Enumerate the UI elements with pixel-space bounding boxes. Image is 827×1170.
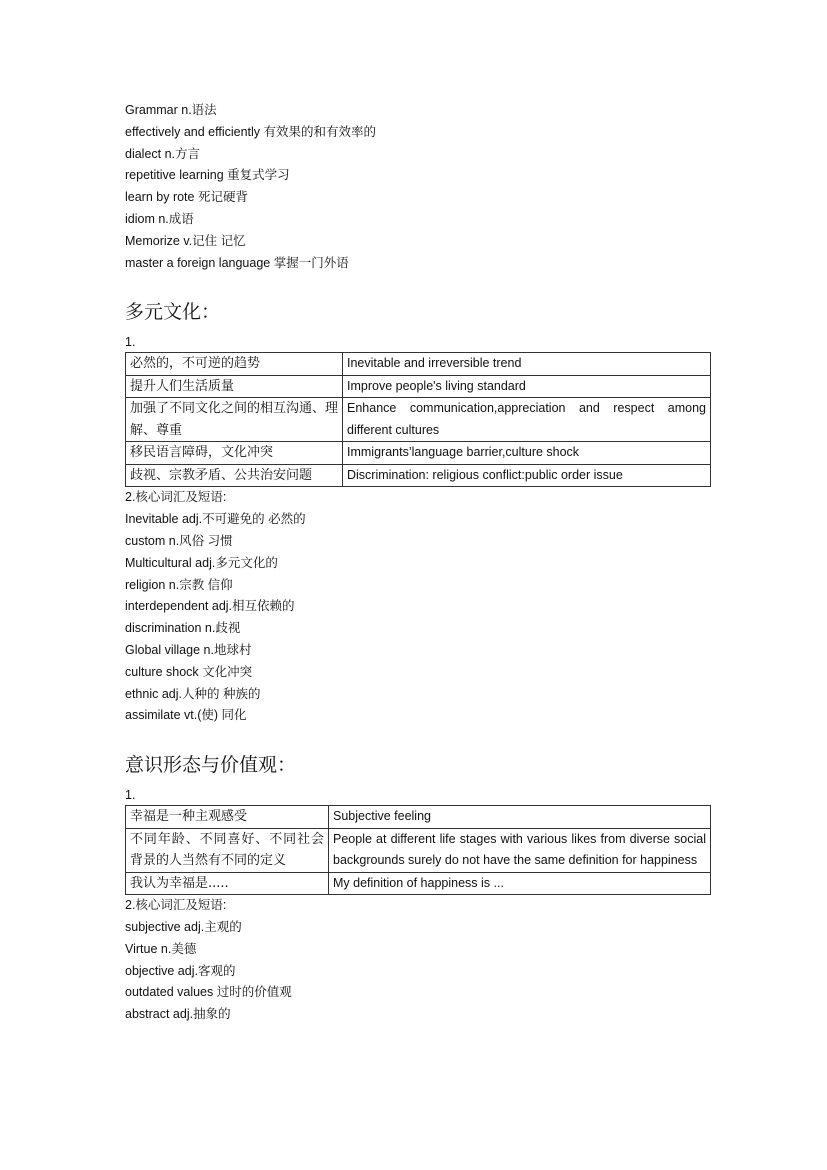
table-cell-en: Discrimination: religious conflict:public order issue (343, 464, 711, 487)
table-cell-zh: 歧视、宗教矛盾、公共治安问题 (126, 464, 343, 487)
table-row (126, 806, 711, 829)
section-number: 1. (125, 335, 136, 350)
table-cell-en: Inevitable and irreversible trend (343, 353, 711, 376)
vocab-item: idiom n.成语 (125, 211, 194, 226)
table-cell-zh: 提升人们生活质量 (126, 375, 343, 398)
vocab-item: learn by rote 死记硬背 (125, 190, 248, 205)
vocab-list-top (125, 100, 710, 274)
section-subheading: 2.核心词汇及短语: (125, 898, 227, 913)
table-row (126, 828, 711, 872)
vocab-item: assimilate vt.(使) 同化 (125, 708, 247, 723)
vocab-item: interdependent adj.相互依赖的 (125, 599, 295, 614)
vocab-item: culture shock 文化冲突 (125, 664, 253, 679)
vocab-item: abstract adj.抽象的 (125, 1007, 231, 1022)
table-cell-zh: 加强了不同文化之间的相互沟通、理解、尊重 (126, 398, 343, 442)
vocab-item: outdated values 过时的价值观 (125, 985, 292, 1000)
table-cell-en: People at different life stages with various likes from diverse social backgrounds surely do not have the same definition for happiness (329, 828, 711, 872)
vocab-list-multicultural (125, 509, 710, 727)
vocab-item: discrimination n.歧视 (125, 621, 241, 636)
table-cell-en: Immigrants’language barrier,culture shock (343, 442, 711, 465)
table-cell-en: Improve people's living standard (343, 375, 711, 398)
table-row (126, 375, 711, 398)
vocab-item: objective adj.客观的 (125, 963, 236, 978)
phrase-table-values (125, 805, 711, 895)
vocab-item: Inevitable adj.不可避免的 必然的 (125, 512, 306, 527)
table-cell-zh: 不同年龄、不同喜好、不同社会背景的人当然有不同的定义 (126, 828, 329, 872)
table-cell-zh: 幸福是一种主观感受 (126, 806, 329, 829)
vocab-item: custom n.风俗 习惯 (125, 533, 233, 548)
table-row (126, 398, 711, 442)
vocab-item: ethnic adj.人种的 种族的 (125, 686, 261, 701)
table-row (126, 353, 711, 376)
table-cell-en: My definition of happiness is ... (329, 872, 711, 895)
section-subheading: 2.核心词汇及短语: (125, 490, 227, 505)
table-cell-zh: 必然的，不可逆的趋势 (126, 353, 343, 376)
table-row (126, 442, 711, 465)
section-heading-multicultural: 多元文化： (125, 301, 221, 324)
table-cell-en: Subjective feeling (329, 806, 711, 829)
vocab-item: Multicultural adj.多元文化的 (125, 555, 278, 570)
vocab-item: dialect n.方言 (125, 146, 201, 161)
phrase-table-multicultural (125, 352, 711, 487)
vocab-item: subjective adj.主观的 (125, 919, 242, 934)
vocab-item: repetitive learning 重复式学习 (125, 168, 290, 183)
vocab-item: master a foreign language 掌握一门外语 (125, 255, 349, 270)
vocab-item: religion n.宗教 信仰 (125, 577, 233, 592)
table-row (126, 464, 711, 487)
table-cell-en: Enhance communication,appreciation and respect among different cultures (343, 398, 711, 442)
vocab-item: Global village n.地球村 (125, 642, 252, 657)
section-number: 1. (125, 788, 136, 803)
section-heading-values: 意识形态与价值观： (125, 754, 297, 777)
document-page (125, 100, 710, 1026)
vocab-item: Virtue n.美德 (125, 941, 197, 956)
vocab-list-values (125, 917, 710, 1026)
vocab-item: Memorize v.记住 记忆 (125, 233, 246, 248)
table-cell-zh: 我认为幸福是..... (126, 872, 329, 895)
vocab-item: Grammar n.语法 (125, 103, 217, 117)
table-row (126, 872, 711, 895)
vocab-item: effectively and efficiently 有效果的和有效率的 (125, 124, 377, 139)
table-cell-zh: 移民语言障碍，文化冲突 (126, 442, 343, 465)
